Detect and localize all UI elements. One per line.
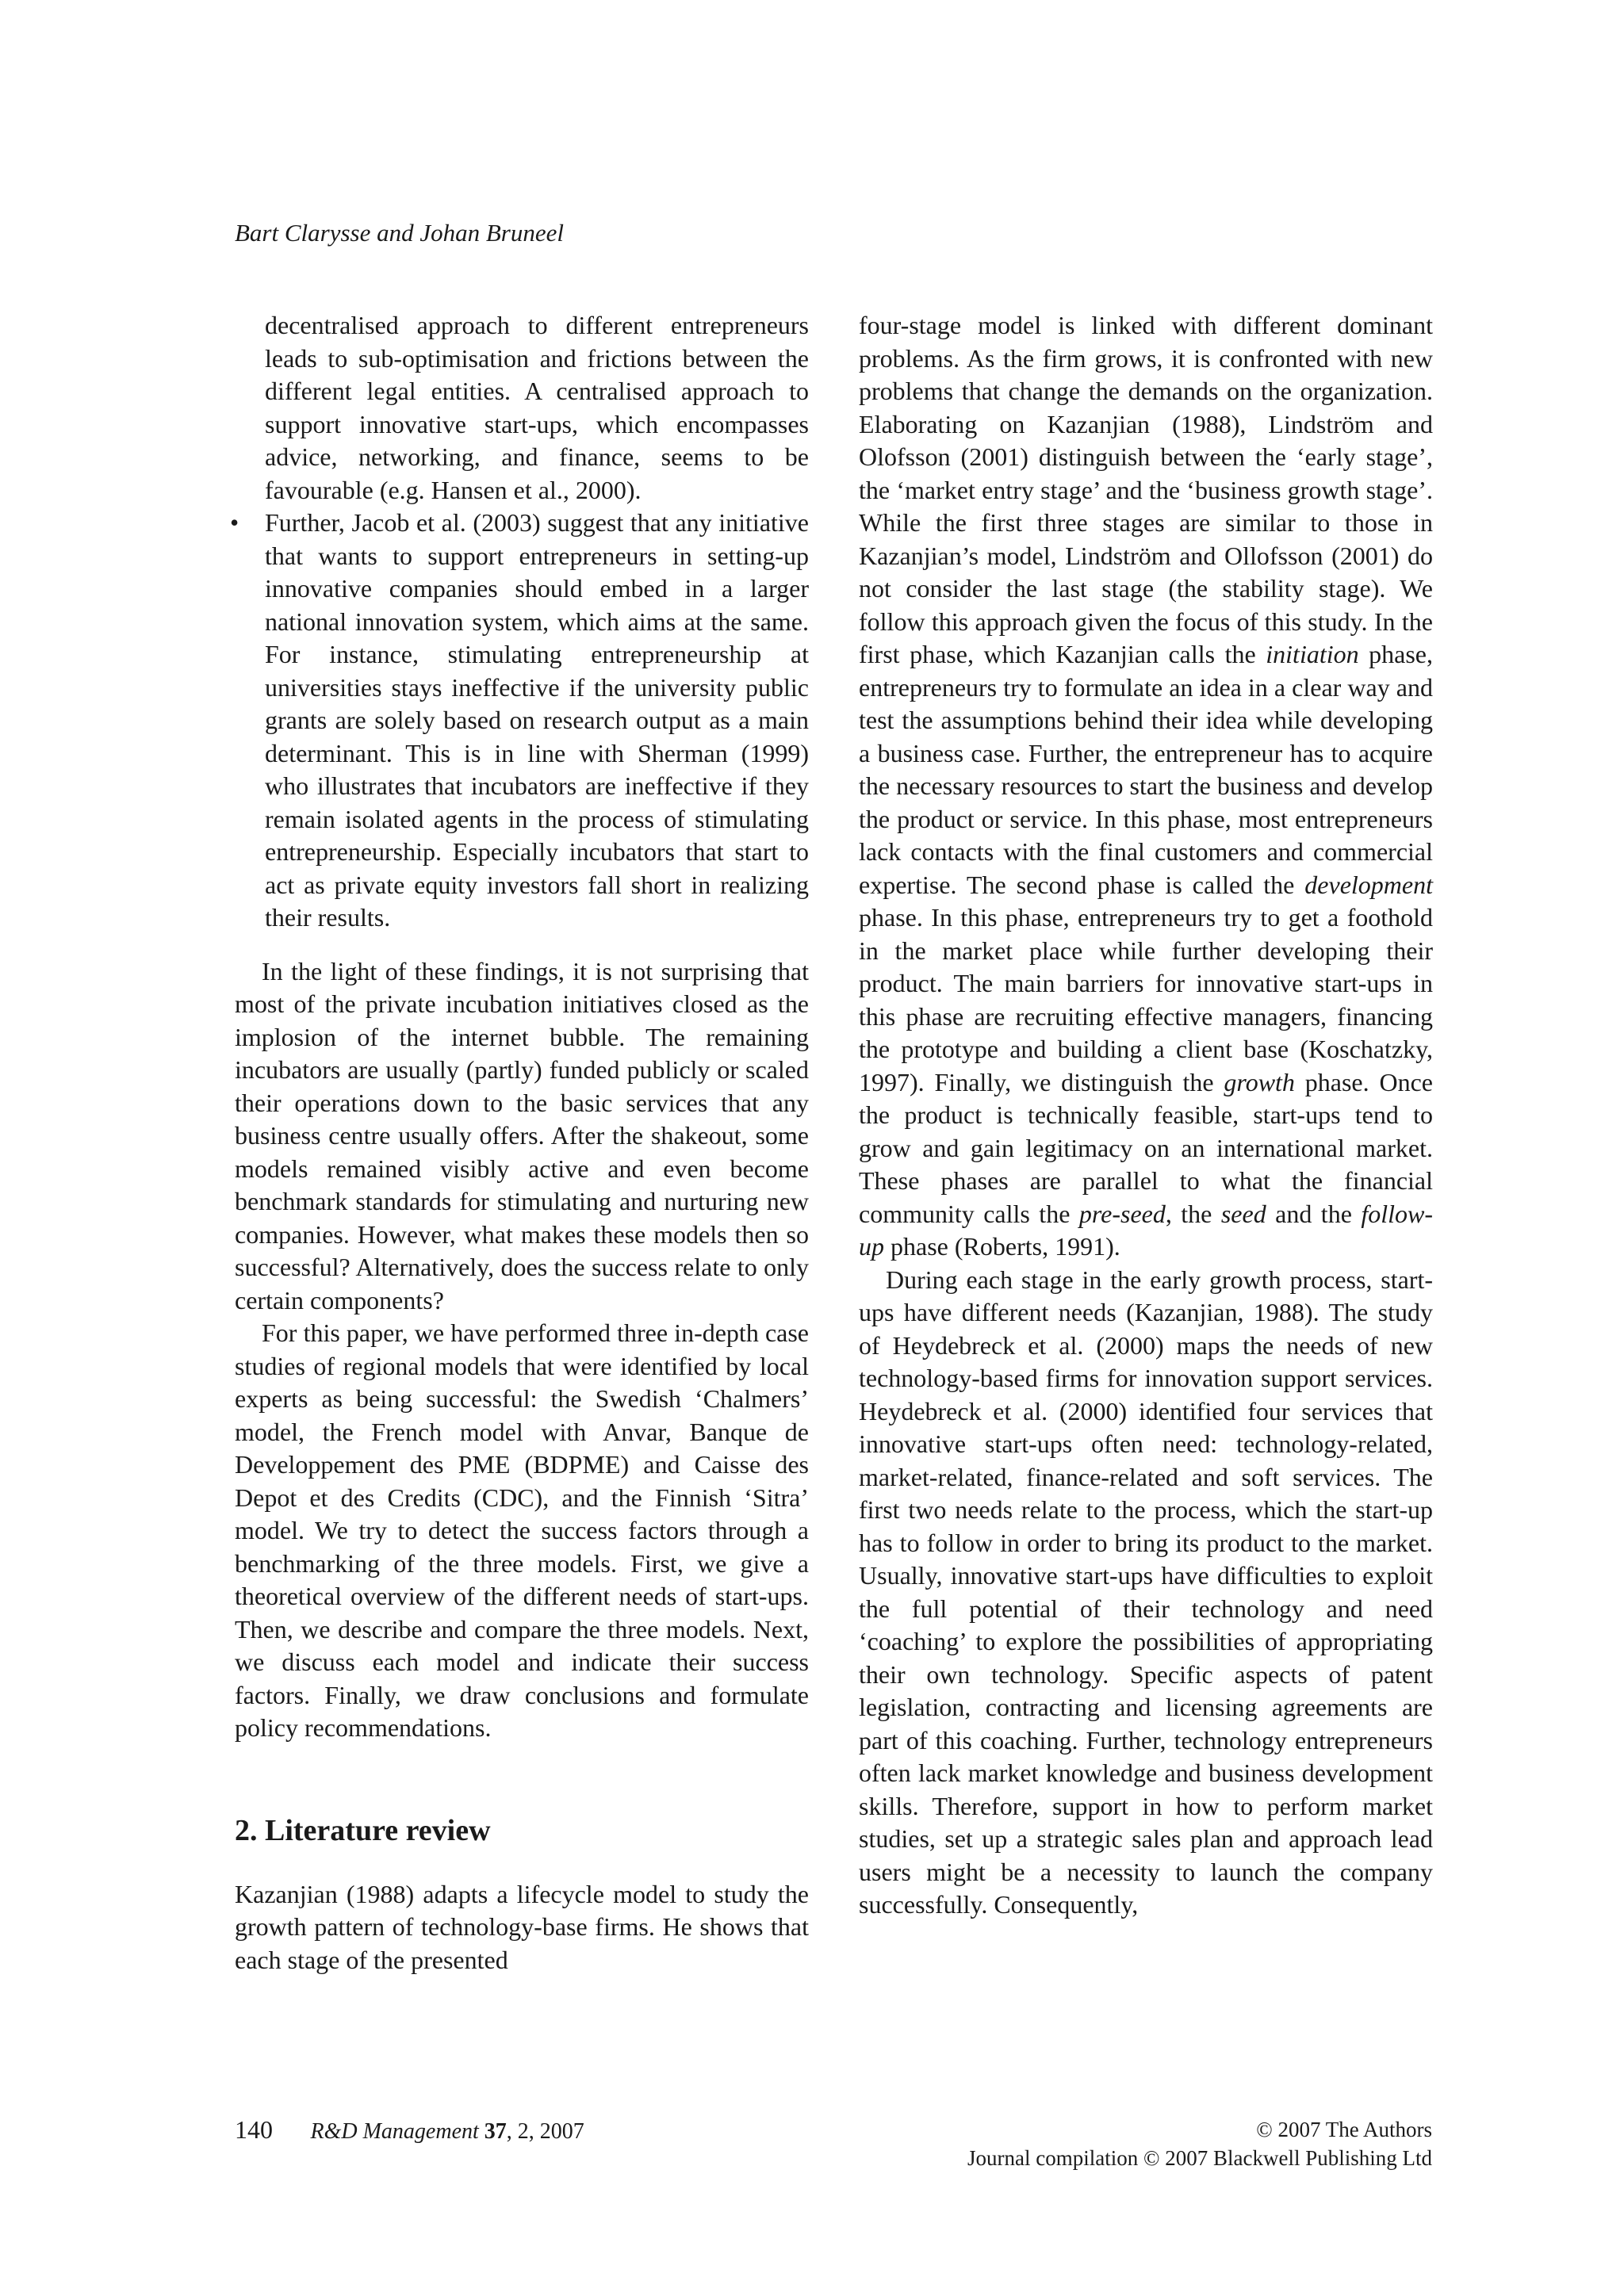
copyright-line: Journal compilation © 2007 Blackwell Publishing Ltd xyxy=(967,2146,1432,2170)
bullet-continuation: decentralised approach to different entrepreneurs leads to sub-optimisation and frictions between the different legal entities. A centralised approach to support innovative start-ups, which encompasses advice, networking, and finance, seems to be favourable (e.g. Hansen et al., 2000). xyxy=(265,311,809,504)
running-head: Bart Clarysse and Johan Bruneel xyxy=(235,219,565,247)
emphasis-term: pre-seed xyxy=(1078,1199,1166,1228)
left-column xyxy=(230,309,809,1976)
body-paragraph: In the light of these findings, it is not surprising that most of the private incubation initiatives closed as the implosion of the internet bubble. The remaining incubators are usually (partly) funded publicly or scaled their operations down to the basic services that any business centre usually offers. After the shakeout, some models remained visibly active and even become benchmark standards for stimulating and nurturing new companies. However, what makes these models then so successful? Alternatively, does the success relate to only certain components? xyxy=(235,956,809,1314)
body-paragraph: four-stage model is linked with different dominant problems. As the firm grows, it is confronted with new problems that change the demands on the organization. Elaborating on Kazanjian (1988), Lindström and Olofsson (2001) distinguish between the ‘early stage’, the ‘market entry stage’ and the ‘business growth stage’. While the first three stages are similar to those in Kazanjian’s model, Lindström and Ollofsson (2001) do not consider the last stage (the stability stage). We follow this approach given the focus of this study. In the first phase, which Kazanjian calls the initiation phase, entrepreneurs try to formulate an idea in a clear way and test the assumptions behind their idea while developing a business case. Further, the entrepreneur has to acquire the necessary resources to start the business and develop the product or service. In this phase, most entrepreneurs lack contacts with the final customers and commercial expertise. The second phase is called the development phase. In this phase, entrepreneurs try to get a foothold in the market place while further developing their product. The main barriers for innovative start-ups in this phase are recruiting effective managers, financing the prototype and building a client base (Koschatzky, 1997). Finally, we distinguish the growth phase. Once the product is technically feasible, start-ups tend to grow and gain legitimacy on an international market. These phases are parallel to what the financial community calls the pre-seed, the seed and the follow-up phase (Roberts, 1991). xyxy=(859,311,1434,1261)
body-paragraph: For this paper, we have performed three in-depth case studies of regional models that were identified by local experts as being successful: the Swedish ‘Chalmers’ model, the French model with Anvar, Banque de Developpement des PME (BDPME) and Caisse des Depot et des Credits (CDC), and the Finnish ‘Sitra’ model. We try to detect the success factors through a benchmarking of the three models. First, we give a theoretical overview of the different needs of start-ups. Then, we describe and compare the three models. Next, we discuss each model and indicate their success factors. Finally, we draw conclusions and formulate policy recommendations. xyxy=(235,1318,809,1742)
bullet-list-item xyxy=(230,507,809,935)
page-footer-left xyxy=(235,2115,584,2145)
copyright-line: © 2007 The Authors xyxy=(1256,2118,1432,2141)
emphasis-term: follow-up xyxy=(859,1199,1434,1261)
section-heading: 2. Literature review xyxy=(235,1813,491,1847)
emphasis-term: growth xyxy=(1224,1067,1295,1096)
body-paragraph: During each stage in the early growth process, start-ups have different needs (Kazanjian, 1988). The study of Heydebreck et al. (2000) maps the needs of new technology-based firms for innovation support services. Heydebreck et al. (2000) identified four services that innovative start-ups often need: technology-related, market-related, finance-related and soft services. The first two needs relate to the process, which the start-up has to follow in order to bring its product to the market. Usually, innovative start-ups have difficulties to exploit the full potential of their technology and need ‘coaching’ to explore the possibilities of appropriating their own technology. Specific aspects of patent legislation, contracting and licensing agreements are part of this coaching. Further, technology entrepreneurs often lack market knowledge and business development skills. Therefore, support in how to perform market studies, set up a strategic sales plan and approach lead users might be a necessity to launch the company successfully. Consequently, xyxy=(859,1265,1433,1919)
emphasis-term: initiation xyxy=(1266,640,1359,668)
emphasis-term: seed xyxy=(1220,1199,1266,1228)
journal-citation: R&D Management 37, 2, 2007 xyxy=(310,2119,584,2144)
body-paragraph: Kazanjian (1988) adapts a lifecycle model to study the growth pattern of technology-base firms. He shows that each stage of the presented xyxy=(235,1879,809,1974)
bullet-text: Further, Jacob et al. (2003) suggest that any initiative that wants to support entrepreneurs in setting-up innovative companies should embed in a larger national innovation system, which aims at the same. For instance, stimulating entrepreneurship at universities stays ineffective if the university public grants are solely based on research output as a main determinant. This is in line with Sherman (1999) who illustrates that incubators are ineffective if they remain isolated agents in the process of stimulating entrepreneurship. Especially incubators that start to act as private equity investors fall short in realizing their results. xyxy=(265,508,809,932)
emphasis-term: development xyxy=(1304,870,1433,899)
copyright-notice xyxy=(967,2115,1432,2172)
bullet-icon: • xyxy=(230,508,239,537)
page-number: 140 xyxy=(235,2115,273,2144)
right-column xyxy=(859,309,1433,1922)
